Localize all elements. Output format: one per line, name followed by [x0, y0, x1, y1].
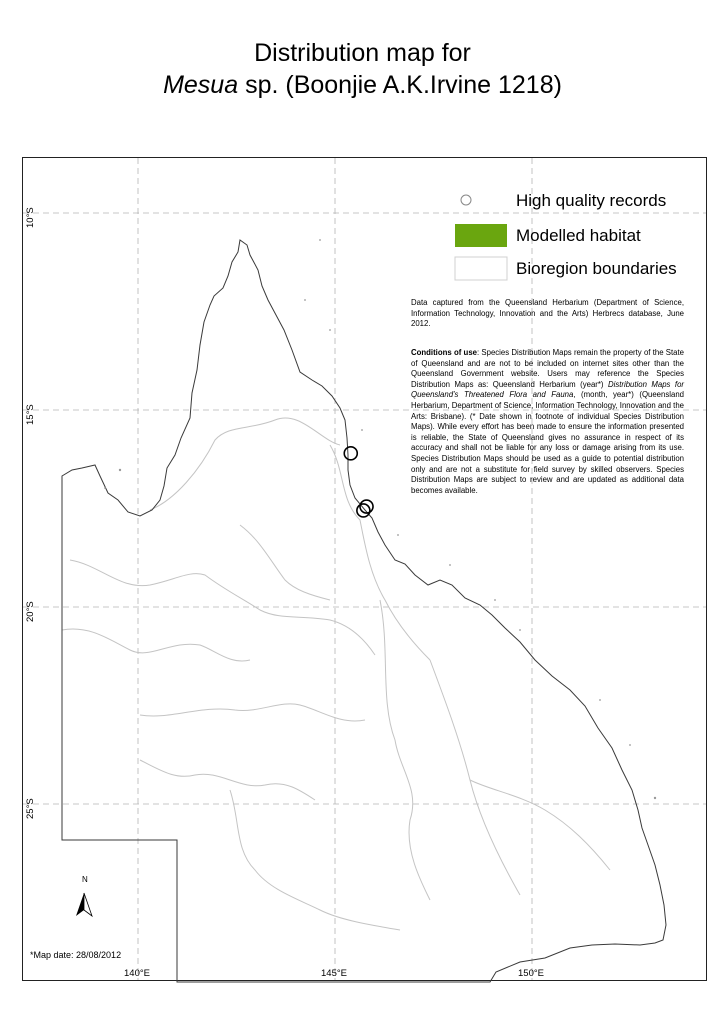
lat-label-10s: 10°S: [25, 207, 36, 228]
bioregion-line: [70, 560, 375, 655]
conditions-text-italic: Distribution Maps for Queensland's Threatened Flora and Fauna: [411, 379, 684, 400]
map-date: *Map date: 28/08/2012: [30, 950, 122, 960]
lat-label-15s: 15°S: [25, 404, 36, 425]
north-label: N: [82, 875, 88, 884]
island: [319, 239, 321, 241]
bioregion-line: [140, 704, 365, 721]
species-rest: sp. (Boonjie A.K.Irvine 1218): [238, 71, 562, 99]
bioregion-line: [230, 790, 400, 930]
record-point: [344, 447, 357, 460]
bioregion-line: [470, 780, 610, 870]
island: [104, 487, 106, 489]
species-genus: Mesua: [163, 71, 239, 99]
conditions-heading: Conditions of use: [411, 348, 477, 357]
lon-label-145e: 145°E: [321, 968, 347, 979]
bioregion-line: [240, 525, 330, 600]
island: [329, 329, 331, 331]
bioregion-line: [430, 660, 520, 895]
island: [449, 564, 451, 566]
island: [629, 744, 631, 746]
lon-label-150e: 150°E: [518, 968, 544, 979]
lat-label-20s: 20°S: [25, 601, 36, 622]
graticule: [23, 158, 706, 980]
records-layer: [344, 447, 373, 517]
island: [304, 299, 306, 301]
lon-label-140e: 140°E: [124, 968, 150, 979]
north-arrow-right: [84, 893, 92, 916]
island: [397, 534, 399, 536]
legend-modelled-label: Modelled habitat: [516, 226, 641, 245]
island: [119, 469, 121, 471]
legend-record-symbol: [461, 195, 471, 205]
island: [599, 699, 601, 701]
legend-bioregion-label: Bioregion boundaries: [516, 259, 677, 278]
data-source-note: Data captured from the Queensland Herbarium (Department of Science, Information Technology, Innovation and the Arts) Herbrecs database, June 2012.: [411, 298, 684, 329]
north-arrow: [76, 893, 92, 916]
bioregion-line: [62, 629, 250, 661]
record-point: [357, 504, 370, 517]
conditions-text-a: : Species Distribution Maps remain the property of the State of Queensland and are not to be included on internet sites other than the Queensland Government website. Users may reference the Species Distribution Maps as: Queensland Herbarium (year*): [411, 348, 684, 389]
conditions-note: [411, 348, 684, 496]
legend-high-quality-label: High quality records: [516, 191, 667, 210]
lat-label-25s: 25°S: [25, 798, 36, 819]
legend-bioregion-swatch: [455, 257, 507, 280]
island: [361, 429, 363, 431]
bioregion-line: [150, 418, 340, 510]
map-title-line1: Distribution map for: [254, 39, 471, 67]
bioregion-line: [380, 600, 430, 900]
island: [494, 599, 496, 601]
bioregion-line: [140, 760, 315, 800]
conditions-text-b: , (month, year*) (Queensland Herbarium, Department of Science, Information Technology, Innovation and the Arts: Brisbane). (* Date shown in footnote of individual Species Distribution Maps). While every effort has been made to ensure the information presented is reliable, the State of Queensland gives no assurance in respect of its accuracy and shall not be liable for any loss or damage arising from its use. Species Distribution Maps should be used as a guide to potential distribution only and are not a substitute for field survey by skilled observers. Species Distribution Maps are subject to review and are updated as additional data becomes available.: [411, 390, 684, 495]
island: [654, 797, 656, 799]
north-arrow-left: [76, 893, 84, 916]
legend-modelled-swatch: [455, 224, 507, 247]
island: [519, 629, 521, 631]
